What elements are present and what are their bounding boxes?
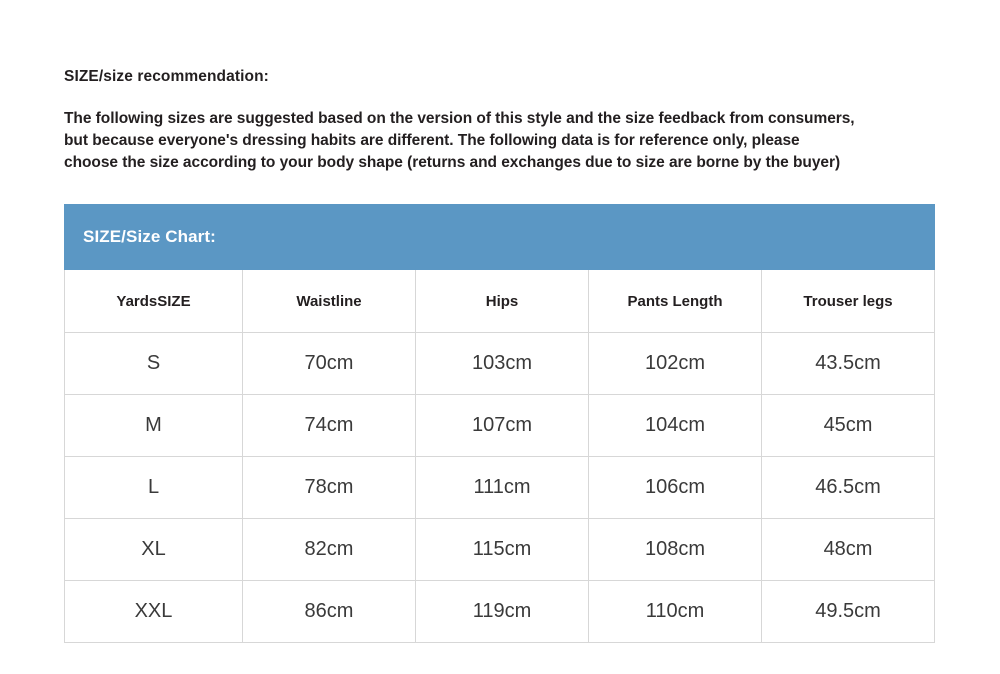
cell-trouser-legs: 48cm — [762, 519, 935, 581]
table-row — [65, 395, 935, 457]
cell-hips: 115cm — [416, 519, 589, 581]
column-header-hips: Hips — [416, 270, 589, 333]
cell-waistline: 70cm — [243, 333, 416, 395]
chart-title: SIZE/Size Chart: — [65, 205, 935, 270]
cell-hips: 107cm — [416, 395, 589, 457]
column-header-waistline: Waistline — [243, 270, 416, 333]
cell-waistline: 78cm — [243, 457, 416, 519]
cell-pants-length: 106cm — [589, 457, 762, 519]
cell-size: XL — [65, 519, 243, 581]
cell-size: XXL — [65, 581, 243, 643]
cell-size: S — [65, 333, 243, 395]
cell-waistline: 74cm — [243, 395, 416, 457]
chart-title-row — [65, 205, 935, 270]
intro-line-3: choose the size according to your body shape (returns and exchanges due to size are borne by the buyer) — [64, 154, 841, 171]
cell-trouser-legs: 43.5cm — [762, 333, 935, 395]
cell-trouser-legs: 45cm — [762, 395, 935, 457]
intro-line-2: but because everyone's dressing habits are different. The following data is for reference only, please — [64, 132, 800, 149]
intro-line-1: The following sizes are suggested based on the version of this style and the size feedback from consumers, — [64, 110, 855, 127]
size-chart-body — [65, 333, 935, 643]
column-header-pants-length: Pants Length — [589, 270, 762, 333]
cell-pants-length: 110cm — [589, 581, 762, 643]
cell-pants-length: 104cm — [589, 395, 762, 457]
intro-paragraph — [64, 108, 936, 174]
table-header-row — [65, 270, 935, 333]
cell-size: M — [65, 395, 243, 457]
size-chart-header — [65, 205, 935, 270]
cell-waistline: 86cm — [243, 581, 416, 643]
cell-trouser-legs: 49.5cm — [762, 581, 935, 643]
size-chart-table — [64, 204, 935, 643]
cell-hips: 111cm — [416, 457, 589, 519]
table-row — [65, 333, 935, 395]
cell-pants-length: 102cm — [589, 333, 762, 395]
cell-hips: 119cm — [416, 581, 589, 643]
cell-size: L — [65, 457, 243, 519]
cell-hips: 103cm — [416, 333, 589, 395]
table-row — [65, 519, 935, 581]
size-chart-table-wrapper — [64, 204, 934, 643]
cell-trouser-legs: 46.5cm — [762, 457, 935, 519]
cell-pants-length: 108cm — [589, 519, 762, 581]
column-header-row — [65, 270, 935, 333]
cell-waistline: 82cm — [243, 519, 416, 581]
table-row — [65, 457, 935, 519]
column-header-yards-size: YardsSIZE — [65, 270, 243, 333]
column-header-trouser-legs: Trouser legs — [762, 270, 935, 333]
table-row — [65, 581, 935, 643]
page-title: SIZE/size recommendation: — [64, 68, 269, 85]
